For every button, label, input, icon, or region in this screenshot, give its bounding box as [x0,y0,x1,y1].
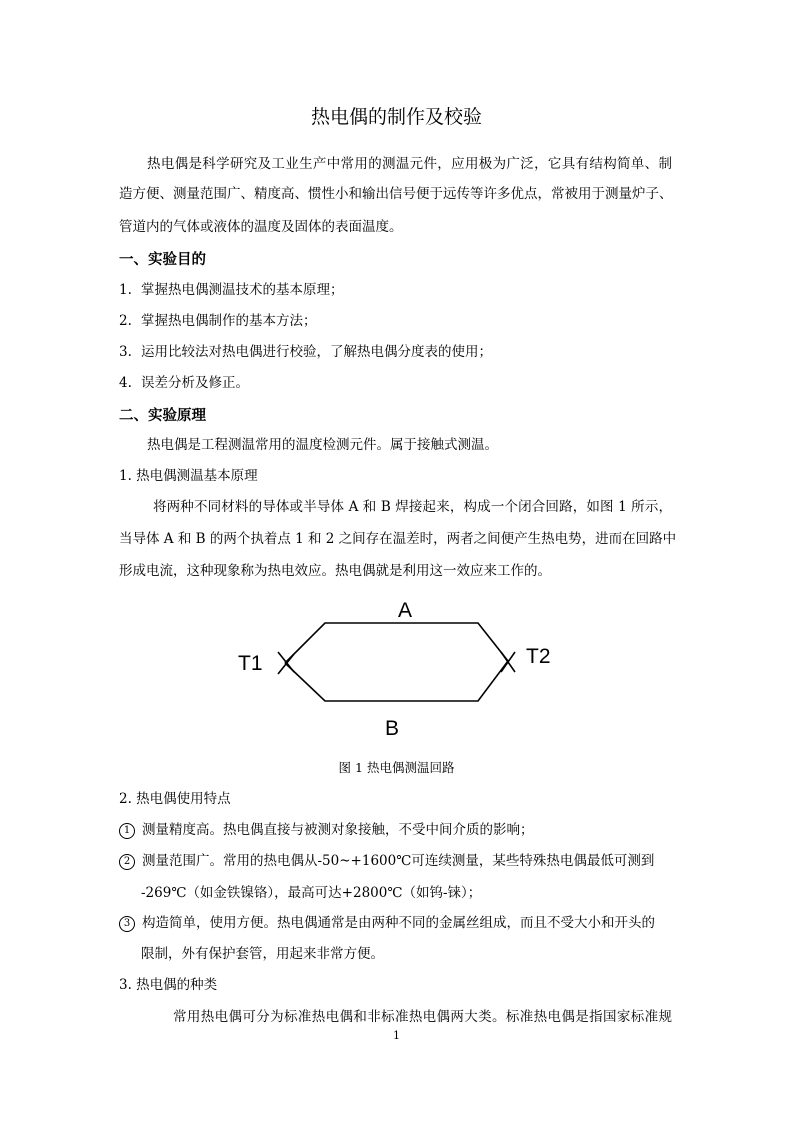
figure-caption: 图 1 热电偶测温回路 [338,760,455,775]
feature-text: 测量范围广。常用的热电偶从-50~+1600℃可连续测量，某些特殊热电偶最低可测到 [142,853,655,869]
principle-line-2: 当导体 A 和 B 的两个执着点 1 和 2 之间存在温差时，两者之间便产生热电势，进而在回路中 [119,531,677,547]
objective-item [119,374,249,392]
t2-label: T2 [526,645,551,668]
objective-item [119,343,492,361]
objective-number: 3. [119,344,132,360]
intro-line-2: 造方便、测量范围广、精度高、惯性小和输出信号便于远传等许多优点，常被用于测量炉子、 [119,186,673,202]
feature-text-continued: 限制，外有保护套管，用起来非常方便。 [141,946,384,962]
objective-text: 掌握热电偶制作的基本方法； [141,313,317,329]
circled-number: 2 [119,854,135,870]
thermocouple-loop [285,623,508,701]
intro-line-3: 管道内的气体或液体的温度及固体的表面温度。 [119,219,403,235]
objective-text: 运用比较法对热电偶进行校验，了解热电偶分度表的使用； [141,344,492,360]
circled-number: 1 [119,823,135,839]
feature-text: 测量精度高。热电偶直接与被测对象接触，不受中间介质的影响； [142,822,534,838]
page-title: 热电偶的制作及校验 [310,106,482,128]
section-heading-principle: 二、实验原理 [119,408,206,424]
objective-number: 2. [119,313,132,329]
intro-line-1: 热电偶是科学研究及工业生产中常用的测温元件，应用极为广泛，它具有结构简单、制 [147,156,672,172]
objective-text: 掌握热电偶测温技术的基本原理； [141,282,344,298]
principle-line-3: 形成电流，这种现象称为热电效应。热电偶就是利用这一效应来工作的。 [119,563,551,579]
objective-item [119,281,344,299]
page-number: 1 [393,1029,400,1042]
junction-1-cross [278,654,294,674]
feature-item [119,852,672,870]
conductor-a-label: A [397,599,413,622]
thermocouple-loop-figure [230,595,560,745]
principle-line-1: 将两种不同材料的导体或半导体 A 和 B 焊接起来，构成一个闭合回路，如图 1 所示， [153,499,672,515]
feature-item [119,914,672,932]
subheading-basic-principle: 1. 热电偶测温基本原理 [119,468,258,484]
conductor-b-label: B [384,717,400,740]
junction-1-cross [278,652,294,672]
objective-number: 4. [119,375,132,391]
feature-text: 构造简单，使用方便。热电偶通常是由两种不同的金属丝组成，而且不受大小和开头的 [142,915,655,931]
subheading-features: 2. 热电偶使用特点 [119,791,231,807]
objective-text: 误差分析及修正。 [141,375,249,391]
principle-intro: 热电偶是工程测温常用的温度检测元件。属于接触式测温。 [147,437,498,453]
subheading-types: 3. 热电偶的种类 [119,977,218,993]
objective-item [119,312,317,330]
feature-text-continued: -269℃（如金铁镍铬），最高可达+2800℃（如钨-铼）； [141,885,482,901]
section-heading-objectives: 一、实验目的 [119,252,206,268]
types-line: 常用热电偶可分为标准热电偶和非标准热电偶两大类。标准热电偶是指国家标准规 [173,1009,672,1025]
feature-item [119,821,534,839]
circled-number: 3 [119,916,135,932]
objective-number: 1. [119,282,132,298]
t1-label: T1 [238,652,263,675]
